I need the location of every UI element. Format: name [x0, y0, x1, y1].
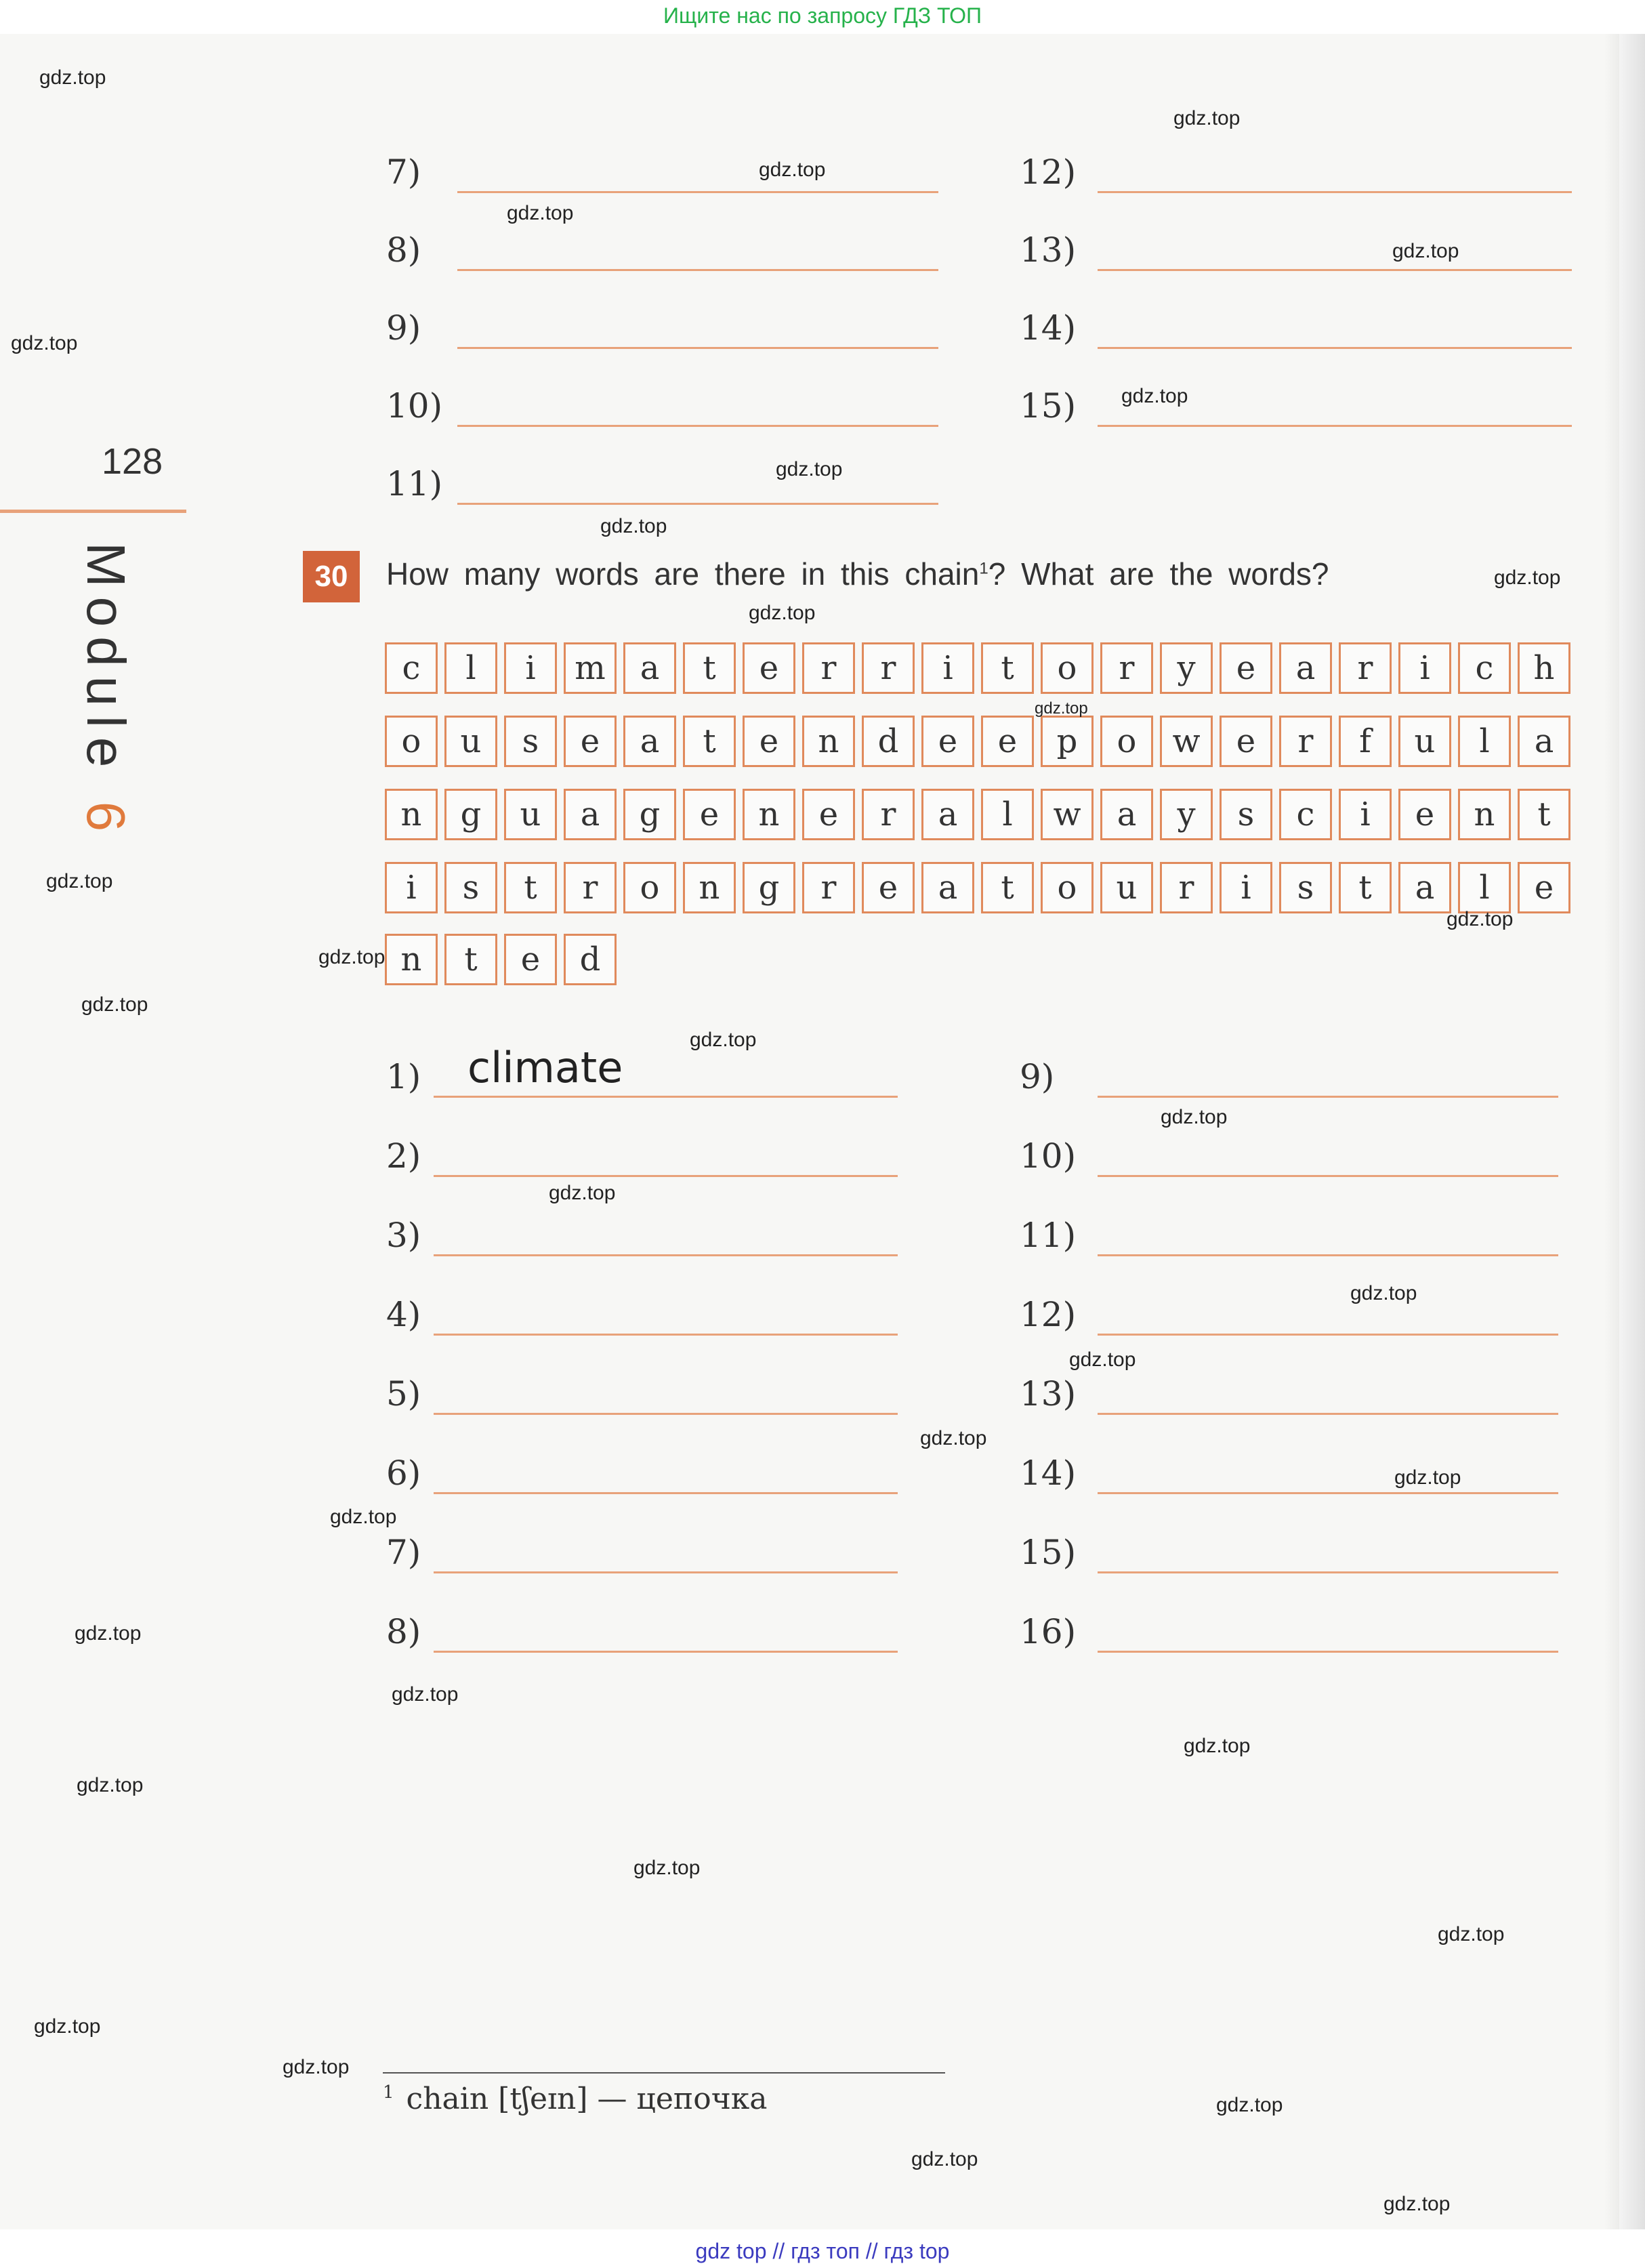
letter-cell: a — [921, 862, 974, 913]
answer-underline — [434, 1651, 898, 1653]
watermark: gdz.top — [759, 159, 826, 181]
exercise-instruction — [386, 556, 1329, 592]
letter-cell: a — [1279, 642, 1332, 694]
watermark: gdz.top — [920, 1427, 987, 1449]
letter-cell: s — [1220, 789, 1272, 840]
answer-line[interactable] — [386, 1374, 901, 1415]
answer-number: 6) — [386, 1453, 421, 1493]
letter-cell: g — [623, 789, 676, 840]
answer-underline — [457, 347, 938, 349]
footnote-divider — [383, 2072, 945, 2074]
letter-cell: l — [1458, 716, 1511, 767]
watermark: gdz.top — [46, 870, 113, 892]
letter-cell: d — [862, 716, 915, 767]
answer-line[interactable] — [1020, 1295, 1562, 1336]
watermark: gdz.top — [283, 2056, 350, 2078]
letter-cell: o — [1041, 642, 1094, 694]
answer-line[interactable] — [1020, 1216, 1562, 1256]
letter-cell: i — [385, 862, 438, 913]
line-number: 8) — [386, 230, 421, 270]
watermark: gdz.top — [1121, 385, 1188, 407]
letter-cell: u — [1100, 862, 1153, 913]
watermark: gdz.top — [1392, 240, 1459, 262]
answer-line[interactable] — [386, 1533, 901, 1573]
letter-cell: n — [802, 716, 855, 767]
letter-chain-row — [385, 789, 1577, 843]
watermark: gdz.top — [1446, 908, 1514, 930]
footnote-ref: 1 — [979, 559, 988, 578]
prev-answer-line[interactable] — [1020, 386, 1575, 427]
answer-underline — [1098, 1334, 1558, 1336]
letter-cell: t — [981, 862, 1034, 913]
answer-underline — [457, 503, 938, 505]
page-number: 128 — [102, 441, 163, 482]
letter-cell: e — [1220, 642, 1272, 694]
answer-line[interactable] — [386, 1136, 901, 1177]
prev-answer-line[interactable] — [386, 308, 942, 349]
page-shadow — [1604, 34, 1645, 2229]
watermark: gdz.top — [75, 1622, 142, 1645]
answer-underline — [457, 425, 938, 427]
letter-cell: i — [1220, 862, 1272, 913]
line-number: 11) — [386, 464, 443, 503]
letter-cell: e — [981, 716, 1034, 767]
answer-line[interactable] — [1020, 1453, 1562, 1494]
textbook-page — [0, 34, 1619, 2229]
watermark: gdz.top — [1161, 1106, 1228, 1128]
footnote-mark: 1 — [383, 2082, 394, 2103]
watermark: gdz.top — [1350, 1282, 1417, 1304]
watermark: gdz.top — [1438, 1923, 1505, 1945]
line-number: 13) — [1020, 230, 1077, 270]
letter-cell: a — [921, 789, 974, 840]
page-number-rule — [0, 510, 186, 513]
letter-cell: l — [981, 789, 1034, 840]
letter-cell: r — [1339, 642, 1392, 694]
answer-line[interactable] — [386, 1295, 901, 1336]
watermark: gdz.top — [1184, 1735, 1251, 1757]
prev-answer-line[interactable] — [1020, 152, 1575, 193]
letter-cell: l — [444, 642, 497, 694]
line-number: 15) — [1020, 386, 1077, 426]
letter-cell: o — [1041, 862, 1094, 913]
top-banner[interactable]: Ищите нас по запросу ГДЗ ТОП — [663, 3, 982, 28]
letter-cell: t — [683, 642, 736, 694]
answer-underline — [1098, 1175, 1558, 1177]
letter-cell: r — [1279, 716, 1332, 767]
letter-cell: t — [981, 642, 1034, 694]
footnote — [383, 2082, 768, 2116]
letter-cell: t — [1339, 862, 1392, 913]
bottom-banner[interactable]: gdz top // гдз топ // гдз top — [695, 2239, 950, 2263]
letter-cell: g — [444, 789, 497, 840]
letter-cell: o — [623, 862, 676, 913]
answer-line[interactable] — [1020, 1374, 1562, 1415]
answer-line[interactable] — [1020, 1057, 1562, 1098]
letter-cell: y — [1160, 642, 1213, 694]
letter-cell: n — [743, 789, 795, 840]
letter-chain-row — [385, 716, 1577, 770]
answer-line[interactable] — [1020, 1612, 1562, 1653]
answer-underline — [457, 269, 938, 271]
line-number: 9) — [386, 308, 421, 348]
watermark: gdz.top — [77, 1774, 144, 1796]
answer-number: 5) — [386, 1374, 421, 1414]
module-label — [75, 542, 137, 841]
watermark: gdz.top — [1383, 2193, 1451, 2215]
prev-answer-line[interactable] — [1020, 230, 1575, 271]
letter-cell: e — [743, 642, 795, 694]
letter-cell: a — [623, 642, 676, 694]
answer-line[interactable] — [1020, 1136, 1562, 1177]
instruction-end: ? What are the words? — [988, 556, 1329, 592]
answer-number: 10) — [1020, 1136, 1077, 1176]
answer-number: 16) — [1020, 1612, 1077, 1651]
answer-underline — [434, 1492, 898, 1494]
answer-underline — [434, 1175, 898, 1177]
letter-cell: c — [1279, 789, 1332, 840]
watermark: gdz.top — [507, 202, 574, 224]
letter-cell: t — [683, 716, 736, 767]
watermark: gdz.top — [34, 2015, 101, 2038]
letter-cell: s — [504, 716, 557, 767]
letter-cell: r — [564, 862, 617, 913]
letter-cell: t — [444, 934, 497, 985]
letter-cell: e — [683, 789, 736, 840]
answer-underline — [1098, 1651, 1558, 1653]
letter-chain-row — [385, 934, 623, 988]
letter-cell: e — [743, 716, 795, 767]
letter-cell: e — [1518, 862, 1570, 913]
answer-number: 8) — [386, 1612, 421, 1651]
letter-cell: i — [1339, 789, 1392, 840]
answer-number: 15) — [1020, 1533, 1077, 1572]
letter-cell: a — [1100, 789, 1153, 840]
answer-number: 1) — [386, 1057, 421, 1096]
letter-cell: u — [1398, 716, 1451, 767]
answer-line[interactable] — [386, 1043, 901, 1098]
answer-underline — [1098, 191, 1572, 193]
watermark: gdz.top — [1494, 566, 1561, 589]
letter-cell: e — [862, 862, 915, 913]
prev-answer-line[interactable] — [386, 386, 942, 427]
answer-underline — [1098, 1096, 1558, 1098]
watermark: gdz.top — [1069, 1348, 1136, 1371]
letter-cell: r — [1100, 642, 1153, 694]
letter-cell: e — [504, 934, 557, 985]
letter-cell: w — [1041, 789, 1094, 840]
answer-underline — [1098, 1254, 1558, 1256]
answer-number: 2) — [386, 1136, 421, 1176]
watermark: gdz.top — [690, 1029, 757, 1051]
answer-underline — [1098, 1492, 1558, 1494]
line-number: 7) — [386, 152, 421, 192]
prev-answer-line[interactable] — [386, 230, 942, 271]
prev-answer-line[interactable] — [386, 152, 942, 193]
letter-cell: e — [1398, 789, 1451, 840]
answer-line[interactable] — [386, 1216, 901, 1256]
answer-underline — [434, 1334, 898, 1336]
answer-number: 13) — [1020, 1374, 1077, 1414]
answer-number: 11) — [1020, 1216, 1077, 1255]
letter-cell: r — [862, 789, 915, 840]
watermark: gdz.top — [1394, 1466, 1461, 1489]
letter-cell: n — [1458, 789, 1511, 840]
answer-underline — [1098, 425, 1572, 427]
answer-number: 12) — [1020, 1295, 1077, 1334]
letter-cell: a — [564, 789, 617, 840]
letter-cell: s — [444, 862, 497, 913]
letter-cell: n — [385, 934, 438, 985]
letter-cell: t — [504, 862, 557, 913]
watermark: gdz.top — [81, 993, 148, 1016]
letter-cell: y — [1160, 789, 1213, 840]
answer-underline — [434, 1254, 898, 1256]
answer-underline — [457, 191, 938, 193]
letter-cell: i — [504, 642, 557, 694]
line-number: 12) — [1020, 152, 1077, 192]
letter-cell: o — [1100, 716, 1153, 767]
letter-cell: e — [1220, 716, 1272, 767]
letter-cell: o — [385, 716, 438, 767]
letter-cell: r — [802, 862, 855, 913]
answer-underline — [434, 1571, 898, 1573]
answer-underline — [434, 1096, 898, 1098]
letter-cell: r — [862, 642, 915, 694]
letter-cell: e — [802, 789, 855, 840]
letter-cell: f — [1339, 716, 1392, 767]
letter-cell: r — [802, 642, 855, 694]
answer-underline — [1098, 1413, 1558, 1415]
line-number: 10) — [386, 386, 443, 426]
watermark: gdz.top — [911, 2148, 978, 2170]
line-number: 14) — [1020, 308, 1077, 348]
answer-number: 3) — [386, 1216, 421, 1255]
answer-number: 7) — [386, 1533, 421, 1572]
letter-cell: m — [564, 642, 617, 694]
letter-chain-row — [385, 862, 1577, 916]
watermark: gdz.top — [1035, 699, 1088, 718]
letter-cell: p — [1041, 716, 1094, 767]
watermark: gdz.top — [318, 946, 386, 968]
letter-cell: n — [385, 789, 438, 840]
answer-line[interactable] — [1020, 1533, 1562, 1573]
letter-cell: u — [444, 716, 497, 767]
watermark: gdz.top — [749, 602, 816, 624]
letter-cell: t — [1518, 789, 1570, 840]
letter-cell: n — [683, 862, 736, 913]
prev-answer-line[interactable] — [386, 464, 942, 505]
letter-cell: i — [1398, 642, 1451, 694]
letter-cell: g — [743, 862, 795, 913]
letter-cell: e — [921, 716, 974, 767]
watermark: gdz.top — [776, 458, 843, 480]
letter-cell: s — [1279, 862, 1332, 913]
letter-cell: d — [564, 934, 617, 985]
answer-underline — [1098, 269, 1572, 271]
module-word: Module — [76, 542, 136, 777]
letter-cell: a — [1398, 862, 1451, 913]
letter-cell: l — [1458, 862, 1511, 913]
watermark: gdz.top — [39, 66, 106, 89]
answer-number: 9) — [1020, 1057, 1055, 1096]
letter-cell: c — [385, 642, 438, 694]
answer-number: 14) — [1020, 1453, 1077, 1493]
letter-cell: c — [1458, 642, 1511, 694]
answer-line[interactable] — [386, 1453, 901, 1494]
letter-cell: a — [623, 716, 676, 767]
footnote-text: chain [tʃeɪn] — цепочка — [406, 2082, 768, 2116]
letter-cell: e — [564, 716, 617, 767]
watermark: gdz.top — [1173, 107, 1241, 129]
instruction-text: How many words are there in this chain — [386, 556, 980, 592]
watermark: gdz.top — [1216, 2094, 1283, 2116]
letter-cell: h — [1518, 642, 1570, 694]
answer-underline — [1098, 347, 1572, 349]
letter-cell: i — [921, 642, 974, 694]
answer-line[interactable] — [386, 1612, 901, 1653]
letter-cell: w — [1160, 716, 1213, 767]
handwritten-answer: climate — [467, 1043, 623, 1092]
watermark: gdz.top — [11, 332, 78, 354]
watermark: gdz.top — [549, 1182, 616, 1204]
watermark: gdz.top — [600, 515, 667, 537]
answer-number: 4) — [386, 1295, 421, 1334]
letter-cell: r — [1160, 862, 1213, 913]
watermark: gdz.top — [330, 1506, 397, 1528]
letter-cell: u — [504, 789, 557, 840]
prev-answer-line[interactable] — [1020, 308, 1575, 349]
watermark: gdz.top — [633, 1857, 701, 1879]
answer-underline — [434, 1413, 898, 1415]
letter-chain-row — [385, 642, 1577, 697]
letter-cell: a — [1518, 716, 1570, 767]
exercise-number-badge: 30 — [303, 551, 360, 602]
module-number: 6 — [76, 801, 136, 842]
answer-underline — [1098, 1571, 1558, 1573]
watermark: gdz.top — [392, 1683, 459, 1706]
